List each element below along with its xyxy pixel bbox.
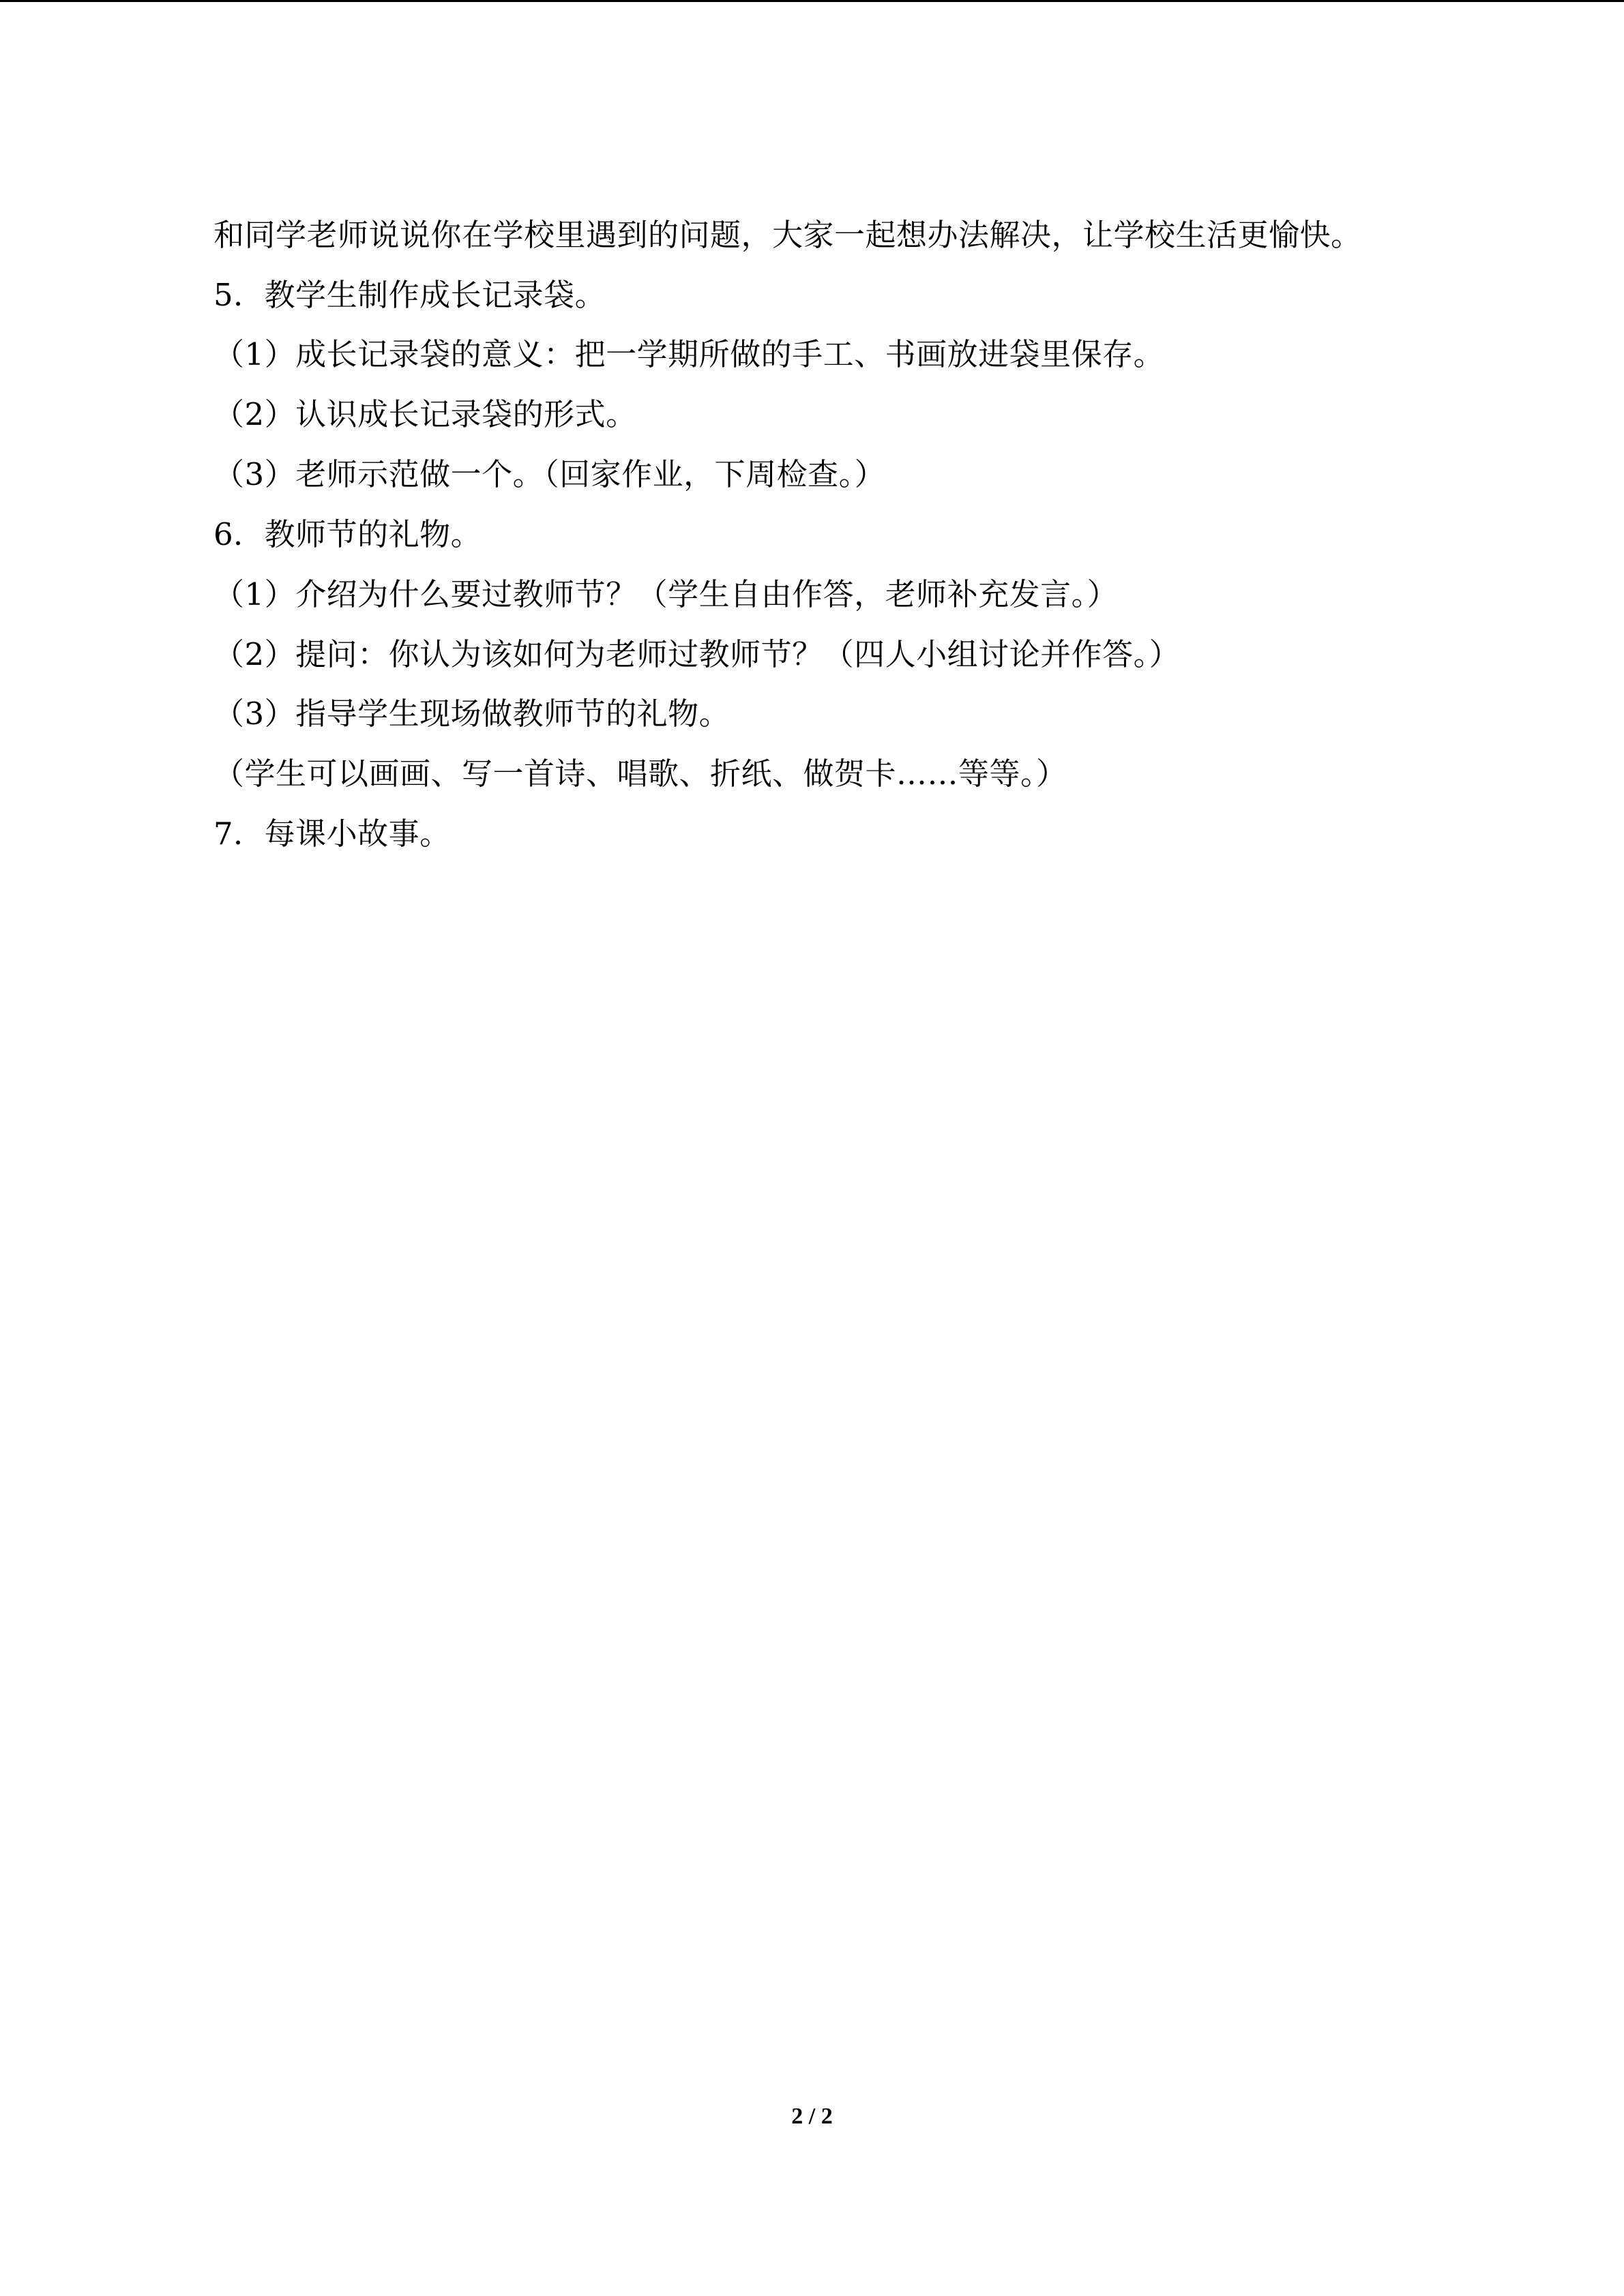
item-6-sub-1: （1）介绍为什么要过教师节？（学生自由作答，老师补充发言。） bbox=[213, 576, 1119, 612]
paragraph-continuation: 和同学老师说说你在学校里遇到的问题，大家一起想办法解决，让学校生活更愉快。 bbox=[213, 217, 1362, 253]
page-number: 2 / 2 bbox=[791, 2104, 833, 2129]
item-6-heading: 6．教师节的礼物。 bbox=[213, 516, 482, 552]
top-border-rule bbox=[0, 0, 1624, 2]
item-5-sub-1: （1）成长记录袋的意义：把一学期所做的手工、书画放进袋里保存。 bbox=[213, 336, 1165, 372]
item-5-heading: 5．教学生制作成长记录袋。 bbox=[213, 277, 606, 313]
item-6-sub-2: （2）提问：你认为该如何为老师过教师节？（四人小组讨论并作答。） bbox=[213, 636, 1181, 672]
item-7-heading: 7．每课小故事。 bbox=[213, 816, 451, 852]
item-6-sub-3: （3）指导学生现场做教师节的礼物。 bbox=[213, 696, 730, 732]
item-5-sub-3: （3）老师示范做一个。（回家作业，下周检查。） bbox=[213, 456, 886, 492]
item-5-sub-2: （2）认识成长记录袋的形式。 bbox=[213, 396, 637, 432]
item-6-note: （学生可以画画、写一首诗、唱歌、折纸、做贺卡……等等。） bbox=[213, 756, 1067, 792]
